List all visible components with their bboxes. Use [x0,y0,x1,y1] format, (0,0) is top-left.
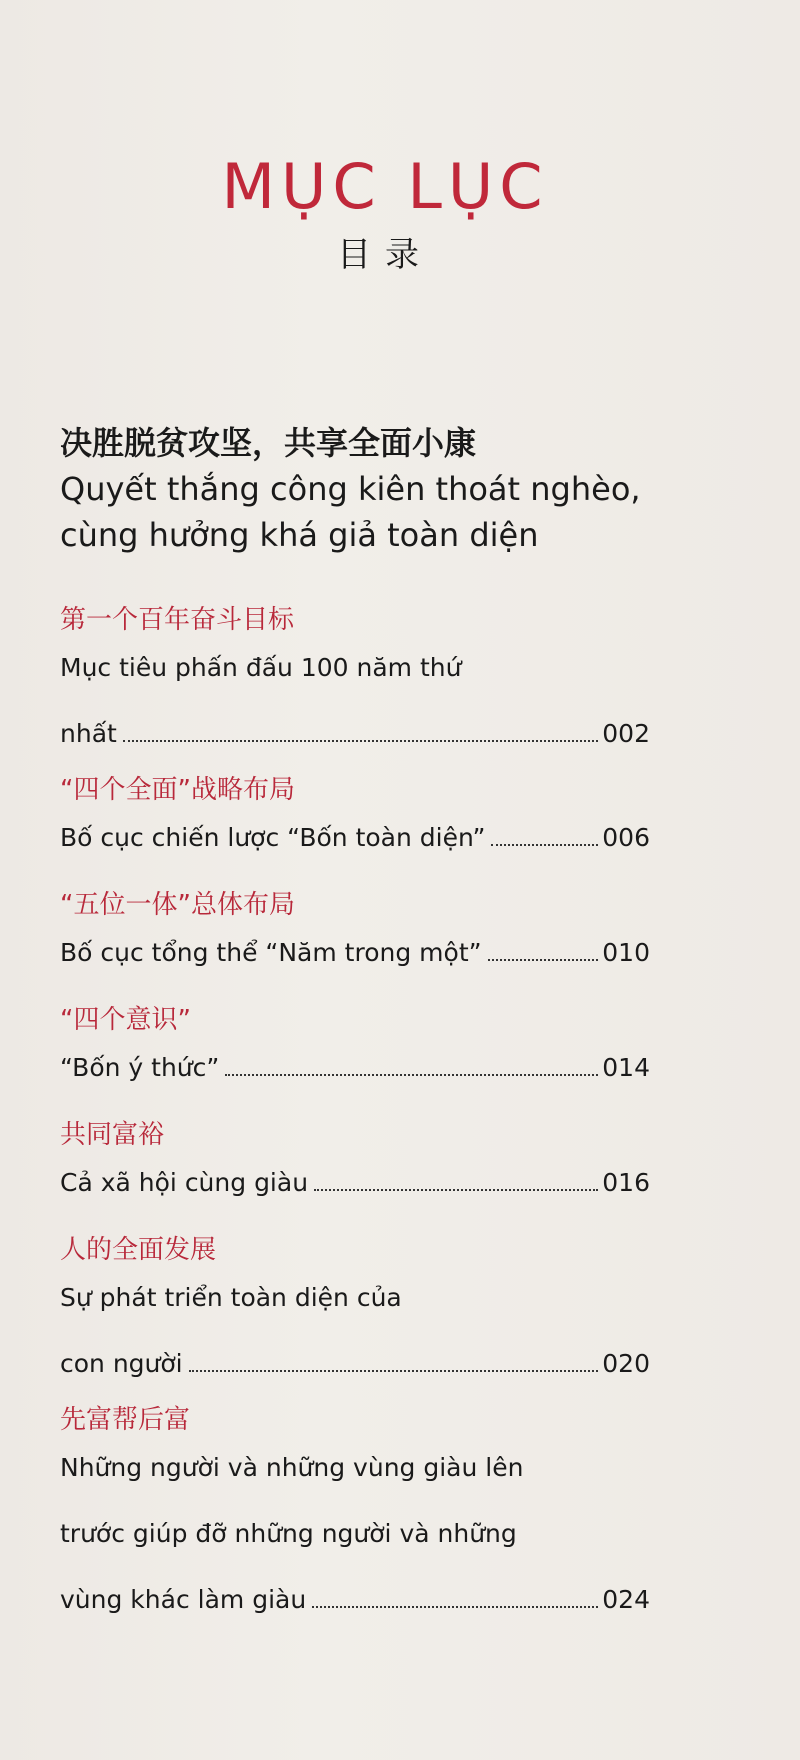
toc-entry-chinese: 共同富裕 [60,1120,165,1150]
page-number: 020 [602,1349,650,1378]
toc-entry-line [60,1280,650,1316]
toc-entry[interactable] [60,770,650,856]
toc-entry[interactable] [60,1230,650,1382]
toc-entry-line [60,1582,650,1618]
toc-entry-text: nhất [60,719,117,748]
section-heading [60,420,760,558]
page-number: 002 [602,719,650,748]
page-number: 014 [602,1053,650,1082]
toc-entry-text: Bố cục chiến lược “Bốn toàn diện” [60,823,486,852]
leader-dots [225,1050,598,1076]
leader-dots [314,1165,598,1191]
toc-entry-text: vùng khác làm giàu [60,1585,307,1614]
toc-entry-line [60,1165,650,1201]
toc-entry-line [60,1516,650,1552]
toc-entry-line [60,1346,650,1382]
toc-entry[interactable] [60,600,650,752]
section-heading-vi-line1: Quyết thắng công kiên thoát nghèo, [60,470,641,508]
section-heading-vi-line2: cùng hưởng khá giả toàn diện [60,516,539,554]
leader-dots [123,716,598,742]
toc-entry-chinese: “四个全面”战略布局 [60,775,295,805]
toc-entry-chinese: 人的全面发展 [60,1235,217,1265]
toc-entry-chinese: “五位一体”总体布局 [60,890,295,920]
toc-entry[interactable] [60,1115,650,1201]
page-number: 010 [602,938,650,967]
toc-entry-line [60,716,650,752]
page-number: 016 [602,1168,650,1197]
toc-entry-chinese: “四个意识” [60,1005,191,1035]
toc-entry-line [60,1450,650,1486]
page-number: 006 [602,823,650,852]
toc-entry-line [60,1050,650,1086]
leader-dots [312,1582,598,1608]
toc-entry-text: trước giúp đỡ những người và những [60,1519,517,1548]
toc-entry[interactable] [60,885,650,971]
toc-entry[interactable] [60,1400,650,1618]
toc-entry-text: Bố cục tổng thể “Năm trong một” [60,938,482,967]
toc-entry-chinese: 第一个百年奋斗目标 [60,605,295,635]
toc-entry[interactable] [60,1000,650,1086]
leader-dots [488,935,599,961]
toc-entry-line [60,820,650,856]
leader-dots [491,820,598,846]
section-heading-chinese: 决胜脱贫攻坚，共享全面小康 [60,424,477,462]
page-title: MỤC LỤC [221,150,549,223]
toc-entry-chinese: 先富帮后富 [60,1405,191,1435]
toc-entry-text: “Bốn ý thức” [60,1053,220,1082]
toc-entry-line [60,650,650,686]
header [0,150,800,276]
page-number: 024 [602,1585,650,1614]
leader-dots [189,1346,599,1372]
toc-entry-text: Sự phát triển toàn diện của [60,1283,402,1312]
toc-entry-text: Mục tiêu phấn đấu 100 năm thứ [60,653,462,682]
page-title-chinese: 目录 [337,235,433,275]
toc-entry-text: con người [60,1349,183,1378]
toc-entry-line [60,935,650,971]
toc-entry-text: Cả xã hội cùng giàu [60,1168,309,1197]
toc-entry-text: Những người và những vùng giàu lên [60,1453,524,1482]
